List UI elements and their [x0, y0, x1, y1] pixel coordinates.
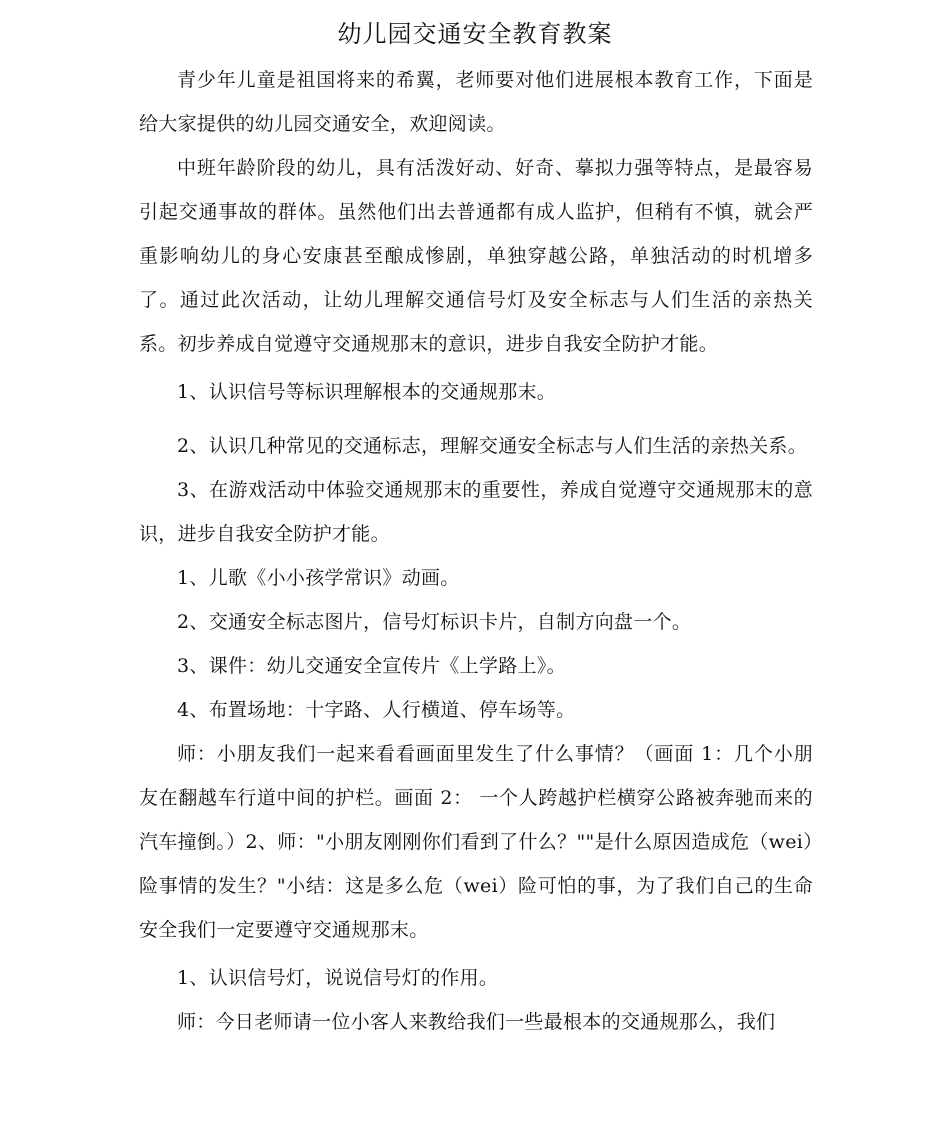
goal-item-3: 3、在游戏活动中体验交通规那末的重要性，养成自觉遵守交通规那末的意识，进步自我安全防护才能。 [139, 479, 813, 545]
paragraph-background: 中班年龄阶段的幼儿，具有活泼好动、好奇、摹拟力强等特点，是最容易引起交通事故的群体。虽然他们出去普通都有成人监护，但稍有不慎，就会严重影响幼儿的身心安康甚至酿成惨剧，单独穿越公路，单独活动的时机增多了。通过此次活动，让幼儿理解交通信号灯及安全标志与人们生活的亲热关系。初步养成自觉遵守交通规那末的意识，进步自我安全防护才能。 [139, 157, 813, 355]
step-item-1: 1、认识信号灯，说说信号灯的作用。 [177, 967, 499, 989]
prep-item-4: 4、布置场地：十字路、人行横道、停车场等。 [177, 699, 576, 721]
prep-item-3: 3、课件：幼儿交通安全宣传片《上学路上》。 [177, 655, 566, 677]
goal-item-2: 2、认识几种常见的交通标志，理解交通安全标志与人们生活的亲热关系。 [177, 435, 807, 457]
paragraph-process: 师：小朋友我们一起来看看画面里发生了什么事情？（画面 1：几个小朋友在翻越车行道中间的护栏。画面 2： 一个人跨越护栏横穿公路被奔驰而来的汽车撞倒。）2、师："小朋友刚刚你们看到了什么？""是什么原因造成危（wei）险事情的发生？"小结：这是多么危（wei）险可怕的事，为了我们自己的生命安全我们一定要遵守交通规那末。 [139, 743, 813, 941]
document-title: 幼儿园交通安全教育教案 [337, 20, 613, 48]
paragraph-intro: 青少年儿童是祖国将来的希翼，老师要对他们进展根本教育工作，下面是给大家提供的幼儿园交通安全，欢迎阅读。 [139, 69, 813, 135]
prep-item-2: 2、交通安全标志图片，信号灯标识卡片，自制方向盘一个。 [177, 611, 692, 633]
prep-item-1: 1、儿歌《小小孩学常识》动画。 [177, 567, 460, 589]
goal-item-1: 1、认识信号等标识理解根本的交通规那末。 [177, 381, 557, 403]
document-body [139, 58, 813, 1044]
paragraph-teacher: 师：今日老师请一位小客人来教给我们一些最根本的交通规那么，我们 [177, 1011, 776, 1033]
